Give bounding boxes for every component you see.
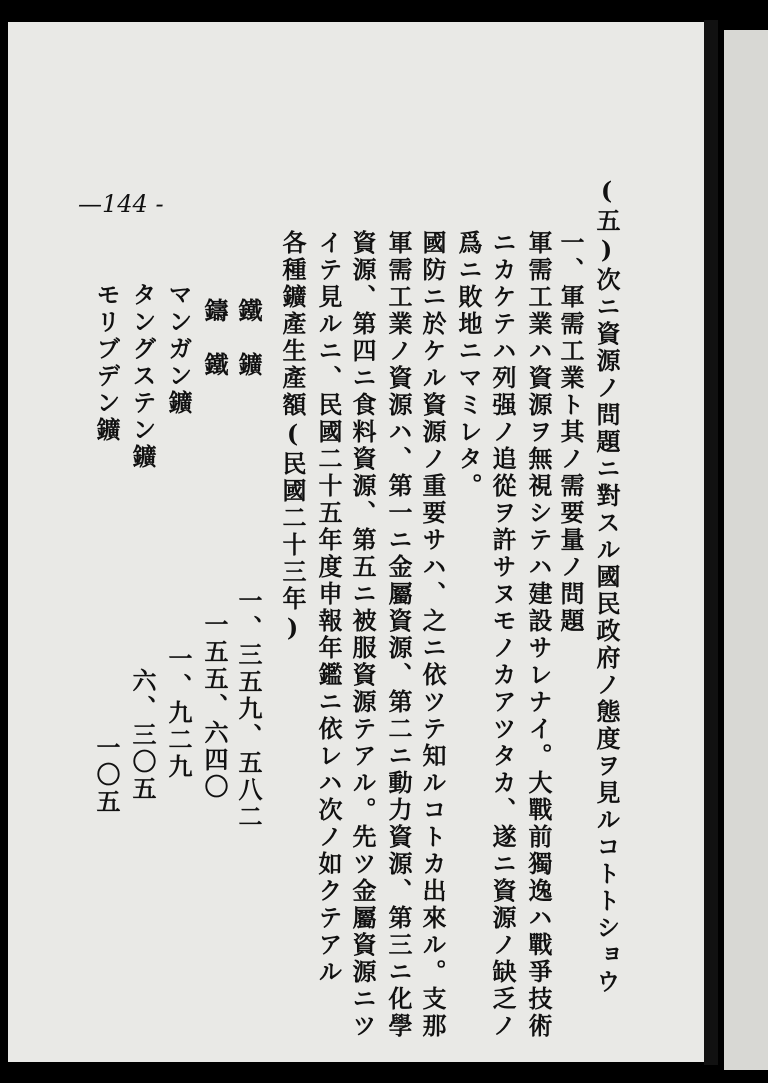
text-column-5: 爲ニ敗地ニマミレタ。 [454,230,483,500]
text-column-9: イテ見ルニ、民國二十五年度申報年鑑ニ依レハ次ノ如クテアル [314,230,343,986]
ore-name-iron: 鐵 鑛 [234,298,263,379]
text-column-1: (五)次ニ資源ノ問題ニ對スル國民政府ノ態度ヲ見ルコトトショウ [592,176,621,996]
text-column-8: 資源、第四ニ食料資源、第五ニ被服資源テアル。先ツ金屬資源ニツ [348,230,377,1040]
ore-name-tungsten: タングステン鑛 [128,282,157,471]
book-spine [704,20,718,1065]
ore-value-pig-iron: 一五五、六四〇 [200,612,229,801]
ore-value-manganese: 一、九二九 [164,646,193,781]
ore-name-pig-iron: 鑄 鐵 [200,298,229,379]
ore-value-iron: 一、三五九、五八二 [234,588,263,831]
text-column-7: 軍需工業ノ資源ハ、第一ニ金屬資源、第二ニ動力資源、第三ニ化學 [384,230,413,1040]
ore-name-molybdenum: モリブデン鑛 [92,282,121,444]
text-column-2: 一、軍需工業ト其ノ需要量ノ問題 [556,230,585,635]
text-column-3: 軍需工業ハ資源ヲ無視シテハ建設サレナイ。大戰前獨逸ハ戰爭技術 [524,230,553,1040]
text-column-6: 國防ニ於ケル資源ノ重要サハ、之ニ依ツテ知ルコトカ出來ル。支那 [418,230,447,1040]
ore-value-tungsten: 六、三〇五 [128,668,157,803]
page-edge [724,30,768,1070]
ore-value-molybdenum: 一〇五 [92,735,121,816]
ore-name-manganese: マンガン鑛 [164,282,193,417]
table-heading: 各種鑛產生產額(民國二十三年) [278,230,307,645]
text-column-4: ニカケテハ列强ノ追從ヲ許サヌモノカアツタカ、遂ニ資源ノ缺乏ノ [488,230,517,1040]
page-number: —144 - [78,190,164,218]
